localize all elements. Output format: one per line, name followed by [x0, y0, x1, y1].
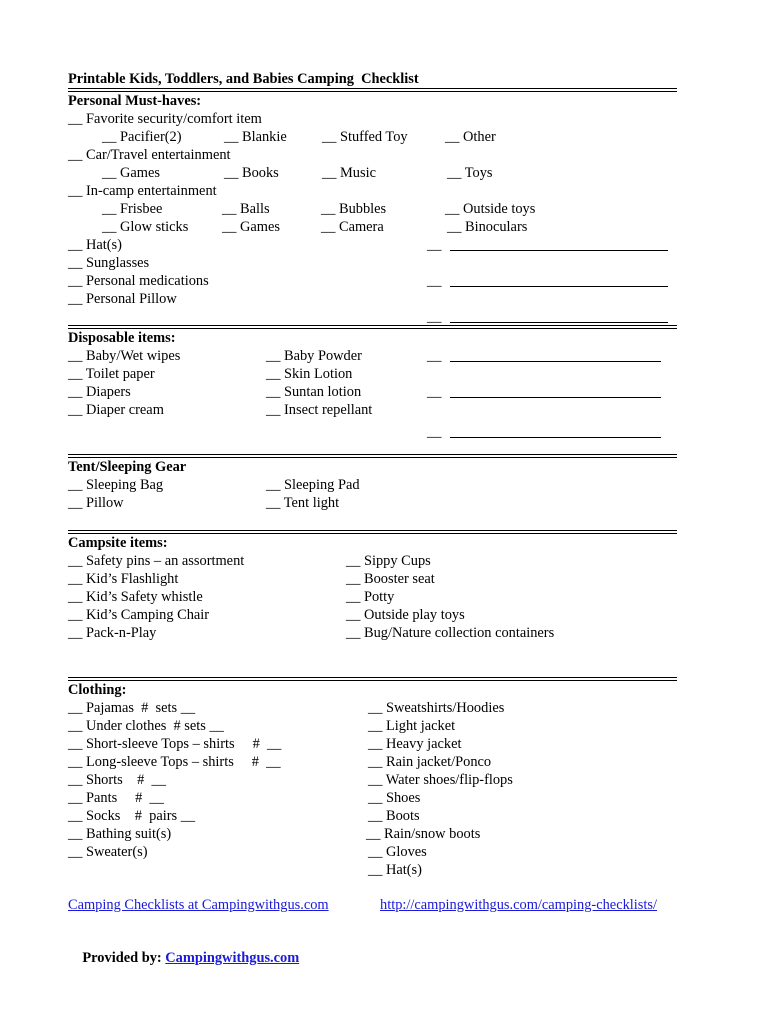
checklist-item: __ Personal Pillow: [68, 291, 177, 307]
checklist-item: __ Baby Powder: [266, 348, 362, 364]
section-heading-disposable: Disposable items:: [68, 330, 176, 346]
checklist-item: __ Light jacket: [368, 718, 456, 734]
checklist-item: __ Games: [102, 165, 160, 181]
checklist-item: __ Sweater(s): [68, 844, 148, 860]
checklist-item: __ Potty: [346, 589, 395, 605]
checklist-item: __ Booster seat: [346, 571, 435, 587]
blank-line: [450, 437, 661, 438]
blank-prefix: __: [427, 384, 442, 400]
checklist-item: __ Stuffed Toy: [322, 129, 408, 145]
blank-line: [450, 322, 668, 323]
checklist-item: __ Bug/Nature collection containers: [346, 625, 555, 641]
blank-line: [450, 286, 668, 287]
checklist-item: __ Balls: [222, 201, 270, 217]
checklist-item: __ Pants # __: [68, 790, 164, 806]
checklist-item: __ Short-sleeve Tops – shirts # __: [68, 736, 282, 752]
checklist-item: __ Blankie: [224, 129, 287, 145]
checklist-item: __ Shoes: [368, 790, 421, 806]
checklist-item: __ Sippy Cups: [346, 553, 431, 569]
checklist-item: __ Gloves: [368, 844, 427, 860]
checklist-item: __ Games: [222, 219, 280, 235]
checklist-item: __ Safety pins – an assortment: [68, 553, 245, 569]
checklist-item: __ Shorts # __: [68, 772, 166, 788]
blank-prefix: __: [427, 424, 442, 440]
provider-link[interactable]: Campingwithgus.com: [165, 950, 300, 966]
checklist-item: __ Frisbee: [102, 201, 163, 217]
checklist-item: __ Sleeping Bag: [68, 477, 164, 493]
checklist-item: __ Glow sticks: [102, 219, 189, 235]
checklist-item: __ Pajamas # sets __: [68, 700, 196, 716]
checklist-item: __ Kid’s Camping Chair: [68, 607, 210, 623]
provided-by: [68, 931, 299, 985]
provided-by-label: Provided by:: [82, 950, 166, 966]
section-heading-campsite: Campsite items:: [68, 535, 168, 551]
checklist-item: __ Heavy jacket: [368, 736, 462, 752]
checklist-item: __ Sweatshirts/Hoodies: [368, 700, 505, 716]
section-rule: [68, 677, 677, 678]
checklist-item: __ Water shoes/flip-flops: [368, 772, 513, 788]
section-rule: [68, 454, 677, 455]
checklist-item: __ Car/Travel entertainment: [68, 147, 231, 163]
checklist-item: __ Diaper cream: [68, 402, 164, 418]
checklist-item: __ Pack-n-Play: [68, 625, 157, 641]
blank-line: [450, 250, 668, 251]
checklist-item: __ Socks # pairs __: [68, 808, 196, 824]
section-heading-personal: Personal Must-haves:: [68, 93, 202, 109]
checklist-item: __ Sleeping Pad: [266, 477, 360, 493]
checklist-item: __ Books: [224, 165, 279, 181]
blank-line: [450, 361, 661, 362]
section-heading-clothing: Clothing:: [68, 682, 127, 698]
checklist-item: __ Boots: [368, 808, 420, 824]
checklist-item: __ Bathing suit(s): [68, 826, 172, 842]
checklist-item: __ Camera: [321, 219, 384, 235]
checklist-item: __ Outside play toys: [346, 607, 465, 623]
blank-prefix: __: [427, 273, 442, 289]
section-rule-double: [68, 680, 677, 681]
checklist-item: __ Sunglasses: [68, 255, 150, 271]
checklist-item: __ Long-sleeve Tops – shirts # __: [68, 754, 281, 770]
blank-line: [450, 397, 661, 398]
checklist-item: __ Toilet paper: [68, 366, 155, 382]
checklist-item: __ Insect repellant: [266, 402, 373, 418]
checklist-item: __ Diapers: [68, 384, 131, 400]
checklist-item: __ Kid’s Safety whistle: [68, 589, 203, 605]
checklist-item: __ Skin Lotion: [266, 366, 353, 382]
checklist-item: __ Hat(s): [68, 237, 122, 253]
checklists-link[interactable]: Camping Checklists at Campingwithgus.com: [68, 897, 329, 913]
checklist-item: __ Favorite security/comfort item: [68, 111, 262, 127]
checklist-item: __ Pillow: [68, 495, 124, 511]
checklist-item: __ Personal medications: [68, 273, 209, 289]
checklist-item: __ Rain/snow boots: [366, 826, 481, 842]
checklist-item: __ Tent light: [266, 495, 340, 511]
checklist-item: __ Toys: [447, 165, 493, 181]
checklist-item: __ In-camp entertainment: [68, 183, 217, 199]
checklist-item: __ Baby/Wet wipes: [68, 348, 181, 364]
checklist-item: __ Suntan lotion: [266, 384, 362, 400]
blank-prefix: __: [427, 348, 442, 364]
checklist-item: __ Outside toys: [445, 201, 536, 217]
checklist-item: __ Under clothes # sets __: [68, 718, 224, 734]
checklist-item: __ Music: [322, 165, 376, 181]
section-heading-tent: Tent/Sleeping Gear: [68, 459, 187, 475]
checklist-item: __ Rain jacket/Ponco: [368, 754, 492, 770]
checklist-item: __ Kid’s Flashlight: [68, 571, 179, 587]
checklist-item: __ Other: [445, 129, 496, 145]
title-rule: [68, 88, 677, 89]
section-rule: [68, 530, 677, 531]
checklist-item: __ Pacifier(2): [102, 129, 182, 145]
checklists-url-link[interactable]: http://campingwithgus.com/camping-checklists/: [380, 897, 657, 913]
checklist-item: __ Binoculars: [447, 219, 528, 235]
section-rule: [68, 325, 677, 326]
checklist-item: __ Bubbles: [321, 201, 387, 217]
page-title: Printable Kids, Toddlers, and Babies Camping Checklist: [68, 71, 419, 87]
blank-prefix: __: [427, 309, 442, 325]
checklist-item: __ Hat(s): [368, 862, 422, 878]
blank-prefix: __: [427, 237, 442, 253]
